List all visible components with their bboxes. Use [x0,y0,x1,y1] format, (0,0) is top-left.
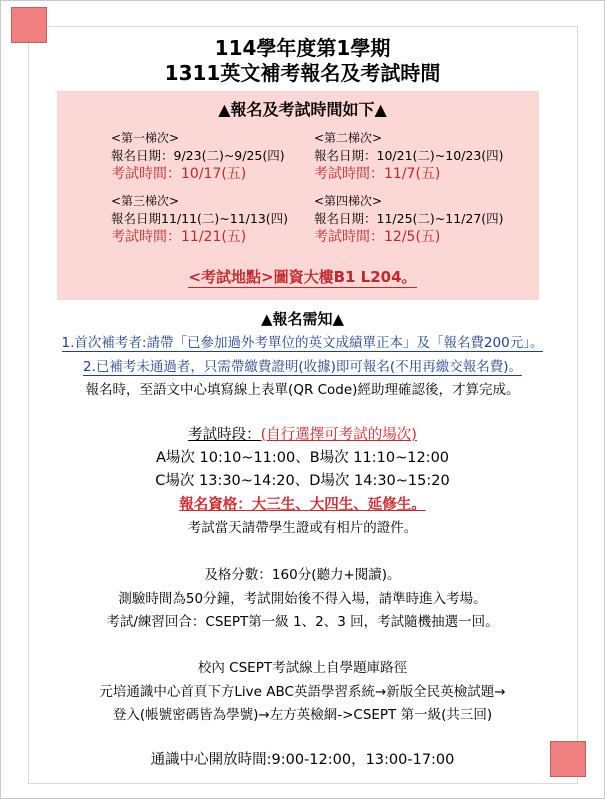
eligibility: 報名資格：大三生、大四生、延修生。 [179,497,426,513]
session-exam-date: 考試時間：11/7(五) [314,166,441,182]
practice-heading: 校內 CSEPT考試線上自學題庫路徑 [197,660,408,676]
title-term: 114學年度第1學期 [214,36,391,60]
session-exam-date: 考試時間：10/17(五) [111,166,247,182]
notice-item-3: 報名時，至語文中心填寫線上表單(QR Code)經助理確認後，才算完成。 [85,382,520,398]
session-registration: 報名日期：11/25(二)~11/27(四) [314,211,504,226]
session-4 [314,193,504,247]
exam-rounds: 考試/練習回合：CSEPT第一級 1、2、3 回，考試隨機抽選一回。 [106,614,499,630]
title-main: 1311英文補考報名及考試時間 [164,61,441,85]
id-note: 考試當天請帶學生證或有相片的證件。 [187,520,418,536]
exam-slots-label-line [0,425,605,445]
exam-location-text: <考試地點>圖資大樓B1 L204。 [188,268,417,286]
session-exam-date: 考試時間：12/5(五) [314,229,441,245]
notice-item-1 [0,333,605,353]
session-2 [314,130,504,184]
session-name: <第三梯次> [111,194,180,208]
session-exam-date: 考試時間：11/21(五) [111,229,247,245]
session-registration: 報名日期11/11(二)~11/13(四) [111,211,289,226]
notice-heading: ▲報名需知▲ [260,310,345,328]
exam-duration: 測驗時間為50分鐘，考試開始後不得入場，請準時進入考場。 [118,591,487,607]
session-registration: 報名日期：9/23(二)~9/25(四) [111,148,285,163]
exam-location [0,266,605,287]
session-3 [111,193,288,247]
practice-path-2: 登入(帳號密碼皆為學號)→左方英檢網->CSEPT 第一級(共三回) [112,707,493,723]
schedule-heading: ▲報名及考試時間如下▲ [218,100,387,119]
notice-item-1-text: 1.首次補考者:請帶「已參加過外考單位的英文成績單正本」及「報名費200元」。 [61,335,544,351]
passing-score: 及格分數：160分(聽力+閱讀)。 [204,567,401,583]
session-name: <第一梯次> [111,131,180,145]
session-name: <第二梯次> [314,131,383,145]
notice-item-2 [0,357,605,377]
session-1 [111,130,285,184]
notice-item-2-text: 2.已補考未通過者，只需帶繳費證明(收據)即可報名(不用再繳交報名費)。 [83,359,522,375]
practice-path-1: 元培通識中心首頁下方Live ABC英語學習系統→新版全民英檢試題→ [99,684,506,700]
session-registration: 報名日期：10/21(二)~10/23(四) [314,148,504,163]
center-hours: 通識中心開放時間:9:00-12:00，13:00-17:00 [150,752,455,768]
exam-slots-ab: A場次 10:10~11:00、B場次 11:10~12:00 [155,450,450,466]
exam-slots-cd: C場次 13:30~14:20、D場次 14:30~15:20 [155,473,450,489]
exam-slots-choose-note: (自行選擇可考試的場次) [260,427,417,443]
session-name: <第四梯次> [314,194,383,208]
exam-slots-label: 考試時段： [188,427,261,443]
